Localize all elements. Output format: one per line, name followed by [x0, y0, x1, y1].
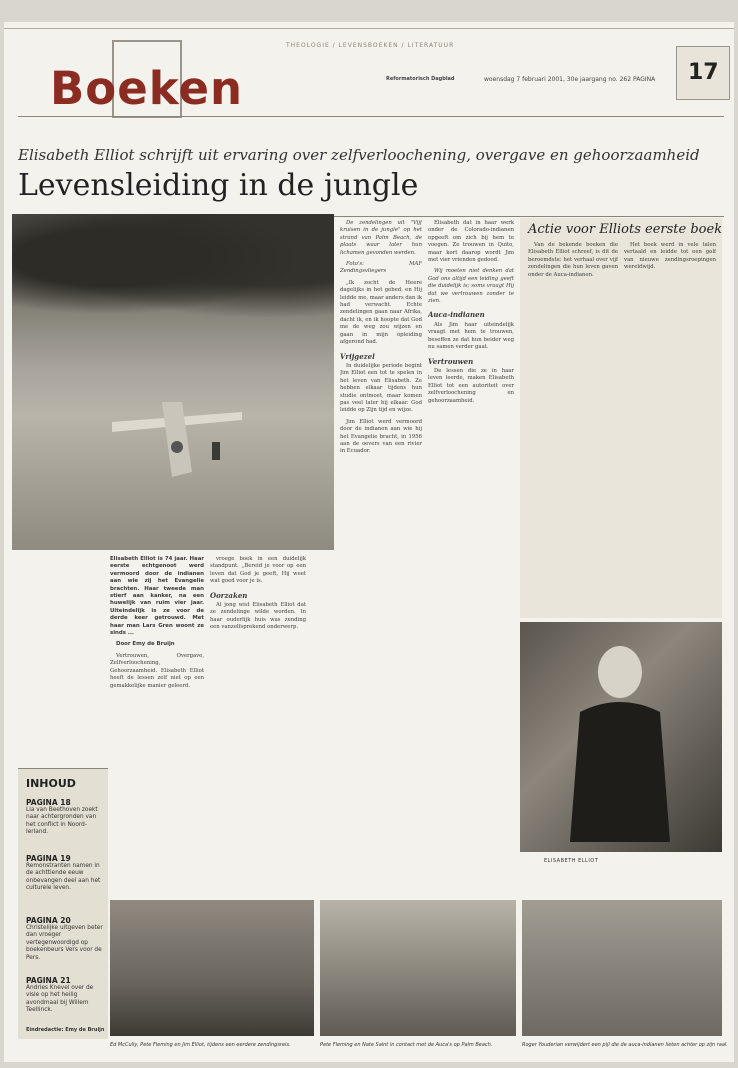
dateline: woensdag 7 februari 2001, 30e jaargang no. 262 PAGINA	[484, 76, 656, 83]
contents-item[interactable]: PAGINA 19 Remonstranten namen in de achttiende eeuw onbevangen deel aan het culturele leven.	[26, 854, 101, 892]
body-paragraph: Wij moeten niet denken dat God ons altijd een leiding geeft die duidelijk is; soms vraagt Hij dat we vertrouwen zonder te zien.	[428, 268, 514, 305]
eindredactie-credit: Eindredactie: Emy de Bruijn	[26, 1027, 105, 1033]
main-photo-credit: Foto's: MAF Zendingsvliegers	[340, 261, 422, 275]
body-paragraph: Het boek werd in vele talen vertaald en leidde tot een golf van nieuwe zendingsroepingen wereldwijd.	[624, 242, 716, 271]
body-paragraph: Elisabeth dat in haar werk onder de Colorado-indianen opgeeft om zich bij hem te voegen. Ze trouwen in Quito, maar kort daarop wordt Jim met vier vrienden gedood.	[428, 220, 514, 264]
body-paragraph: In duidelijke periode begint Jim Elliot een tot te spelen in het leven van Elisabeth. Ze hebben elkaar tijdens hun studie ontmoet, maar komen pas veel later bij elkaar. God leidde op Zijn tijd en wijze.	[340, 362, 422, 414]
palm-beach-photo	[320, 900, 516, 1036]
tree-canopy	[12, 214, 334, 324]
contents-box	[18, 768, 108, 1039]
text-column-1b	[210, 556, 306, 896]
article-kicker: Elisabeth Elliot schrijft uit ervaring over zelfverloochening, overgave en gehoorzaamheid	[18, 146, 700, 164]
portrait-caption: ELISABETH ELLIOT	[544, 858, 599, 864]
body-paragraph: Jim Elliot werd vermoord door de indianen aan wie hij het Evangelie bracht, in 1956 aan de oevers van een rivier in Ecuador.	[340, 418, 422, 455]
header-divider	[18, 116, 724, 117]
sidebar-title: Actie voor Elliots eerste boek	[528, 222, 723, 237]
body-paragraph: Al jong wist Elisabeth Elliot dat ze zendelinge wilde worden. In haar ouderlijk huis was zending een vanzelfsprekend onderwerp.	[210, 602, 306, 631]
sidebar-column-1	[528, 242, 618, 612]
section-bar: THEOLOGIE / LEVENSBOEKEN / LITERATUUR	[286, 42, 455, 49]
body-paragraph: Als Jim haar uiteindelijk vraagt met hem te trouwen, beseffen ze dat hun beider weg nu samen verder gaat.	[428, 321, 514, 351]
jungle-plane-photo	[12, 214, 334, 550]
missionaries-photo	[110, 900, 314, 1036]
main-photo-caption: De zendelingen uit "Vijf kruisen in de jungle" op het strand van Palm Beach, de plaats waar later hun lichamen gevonden werden.	[340, 220, 422, 256]
body-paragraph: „Ik zocht de Heere dagelijks in het gebed, en Hij leidde me, maar anders dan ik had verwacht. Echte zendelingen gaan naar Afrika, dacht ik, en ik hoopte dat God me de weg zou wijzen en gaan in mijn opleiding afgerond had.	[340, 279, 422, 346]
subhead-vertrouwen: Vertrouwen	[428, 356, 474, 366]
woman-silhouette	[560, 632, 680, 842]
sidebar-column-2	[624, 242, 716, 612]
bottom-caption-1: Ed McCully, Pete Fleming en Jim Elliot, tijdens een eerdere zendingsreis.	[110, 1042, 291, 1048]
page-number: 17	[688, 60, 719, 85]
article-byline: Door Emy de Bruijn	[116, 641, 175, 648]
body-paragraph: De lessen die ze in haar leven leerde, maken Elisabeth Elliot tot een autoriteit over zelfverloochening en gehoorzaamheid.	[428, 367, 514, 404]
paper-name: Reformatorisch Dagblad	[386, 76, 455, 82]
contents-item[interactable]: PAGINA 20 Christelijke uitgeven beter dan vroeger vertegenwoordigd op boekenbeurs Vers voor de Pers.	[26, 916, 103, 961]
text-column-3	[428, 220, 514, 890]
sidebar-box	[520, 218, 722, 618]
bottom-caption-3: Roger Youderian verwijdert een pijl die de auca-indianen lieten achter op zijn raal.	[522, 1042, 728, 1048]
top-rule	[4, 28, 734, 37]
contents-item[interactable]: PAGINA 21 Andries Knevel over de visie op het heilig avondmaal bij Willem Teellinck.	[26, 976, 94, 1014]
roger-youderian-photo	[522, 900, 722, 1036]
portrait-photo	[520, 622, 722, 852]
subhead-oorzaken: Oorzaken	[210, 590, 248, 600]
airplane-illustration	[102, 392, 252, 482]
subhead-vrijgezel: Vrijgezel	[340, 351, 375, 361]
body-paragraph: Vertrouwen, Overgave, Zelfverloochening, Gehoorzaamheid. Elisabeth Elliot heeft de lessen zelf niet op een gemakkelijke manier geleerd.	[110, 652, 204, 689]
contents-item[interactable]: PAGINA 18 Lia van Beethoven zoekt naar achtergronden van het conflict in Noord-Ierland.	[26, 798, 98, 836]
section-masthead: Boeken	[50, 62, 244, 115]
text-column-2	[340, 220, 422, 890]
bottom-caption-2: Pete Fleming en Nate Saint in contact met de Auca's op Palm Beach.	[320, 1042, 493, 1048]
newspaper-page	[4, 22, 734, 1062]
article-lead: Elisabeth Elliot is 74 jaar. Haar eerste echtgenoot werd vermoord door de indianen aan wie zij het Evangelie brachten. Haar tweede man stierf aan kanker, na een huwelijk van ruim vier jaar. Uiteindelijk is ze voor de derde keer getrouwd. Met haar man Lars Gren woont ze sinds ...	[110, 556, 204, 637]
text-column-lead	[110, 556, 204, 896]
body-paragraph: Van de bekende boeken die Elisabeth Elliot schreef, is dit de beroemdste: het verhaal over vijf zendelingen die hun leven gaven onder de Auca-indianen.	[528, 242, 618, 278]
contents-title: INHOUD	[26, 777, 76, 790]
body-paragraph: vroege boek in een duidelijk standpunt. „Bereid je voor op een leven dat God je geeft, Hij weet wat goed voor je is.	[210, 556, 306, 585]
subhead-auca: Auca-indianen	[428, 310, 485, 320]
article-headline: Levensleiding in de jungle	[18, 168, 419, 203]
